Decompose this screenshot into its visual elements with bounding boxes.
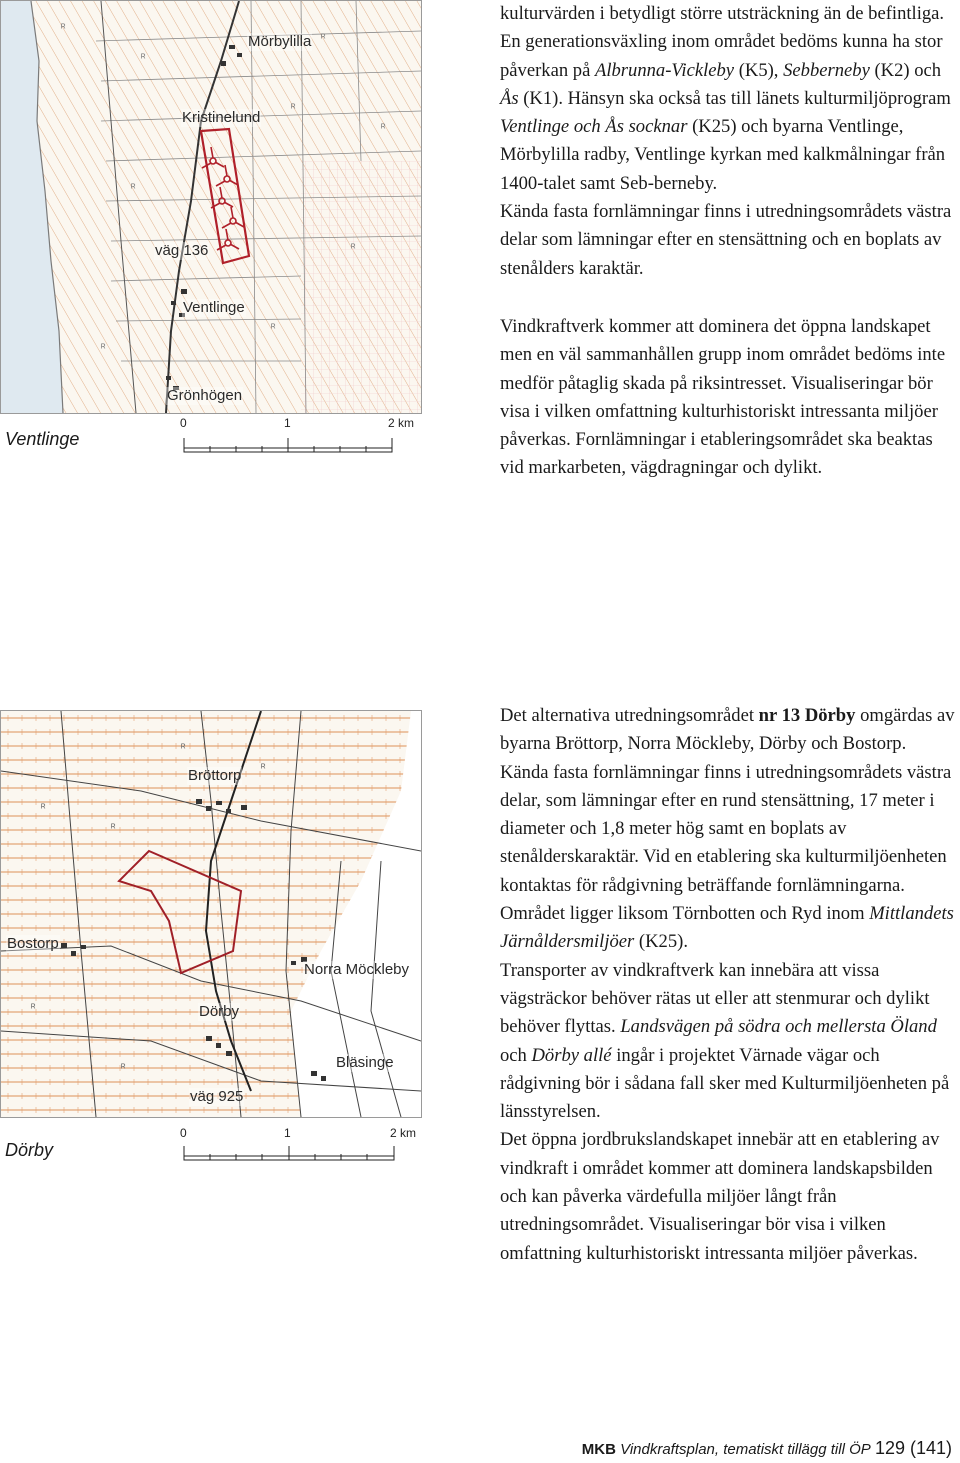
text-block-bottom — [500, 702, 960, 1268]
svg-text:ᴿ: ᴿ — [261, 763, 266, 774]
scale-tick-1: 1 — [284, 1126, 291, 1140]
paragraph: Vindkraftverk kommer att dominera det öppna landskapet men en väl sammanhållen grupp inom området bedöms inte medför påtaglig skada på riksintresset. Visualiseringar bör visa i vilken omfattning kulturhistoriskt intressanta miljöer påverkas. Fornlämningar i etableringsområdet ska beaktas vid markarbeten, vägdragningar och dylikt. — [500, 315, 946, 479]
scale-tick-2: 2 km — [388, 416, 415, 430]
svg-text:ᴿ: ᴿ — [131, 183, 136, 194]
page-footer — [582, 1438, 952, 1459]
map-label-norra-mockleby: Norra Möckleby — [304, 961, 410, 978]
svg-text:ᴿ: ᴿ — [31, 1003, 36, 1014]
map-label-blasinge: Bläsinge — [336, 1054, 394, 1071]
scale-tick-1: 1 — [284, 416, 291, 430]
svg-text:ᴿ: ᴿ — [41, 803, 46, 814]
svg-text:ᴿ: ᴿ — [141, 53, 146, 64]
map-ventlinge-graphic — [1, 1, 421, 413]
map-dorby — [0, 710, 422, 1118]
svg-text:ᴿ: ᴿ — [111, 823, 116, 834]
scale-bar-bottom-graphic — [176, 1126, 420, 1166]
scale-bar-top — [176, 416, 416, 456]
svg-text:ᴿ: ᴿ — [351, 243, 356, 254]
svg-text:ᴿ: ᴿ — [381, 123, 386, 134]
text-block-top — [500, 0, 960, 483]
paragraph: Det öppna jordbrukslandskapet innebär att en etablering av vindkraft i området kommer att dominera landskapsbilden och kan påverka värdefulla miljöer långt från utredningsområdet. Visualiseringar bör visa i vilken omfattning kulturhistoriskt intressanta miljöer påverkas. — [500, 1129, 940, 1264]
svg-text:ᴿ: ᴿ — [321, 33, 326, 44]
svg-text:ᴿ: ᴿ — [271, 323, 276, 334]
svg-text:ᴿ: ᴿ — [181, 743, 186, 754]
scale-bar-top-graphic — [176, 416, 416, 456]
caption-dorby: Dörby — [5, 1140, 54, 1160]
map-label-morbylilla: Mörbylilla — [248, 33, 312, 50]
paragraph: Det alternativa utredningsområdet nr 13 Dörby omgärdas av byarna Bröttorp, Norra Möckleby, Dörby och Bostorp. — [500, 705, 955, 755]
svg-text:ᴿ: ᴿ — [61, 23, 66, 34]
map-label-brottorp: Bröttorp — [188, 767, 242, 784]
map-label-vag136: väg 136 — [155, 242, 209, 259]
map-label-gronhogen: Grönhögen — [167, 387, 243, 404]
paragraph: En generationsväxling inom området bedöms kunna ha stor påverkan på Albrunna-Vickleby (K5), Sebberneby (K2) och Ås (K1). Hänsyn ska också tas till länets kulturmiljöprogram Ventlinge och Ås socknar (K25) och byarna Ventlinge, Mörbylilla radby, Ventlinge kyrkan med kalkmålningar från 1400-talet samt Seb-berneby. — [500, 31, 951, 194]
scale-tick-0: 0 — [180, 416, 187, 430]
caption-ventlinge: Ventlinge — [5, 429, 80, 449]
paragraph: Transporter av vindkraftverk kan innebära att vissa vägsträckor behöver rätas ut eller att stenmurar och dylikt behöver flyttas. Landsvägen på södra och mellersta Öland och Dörby allé ingår i projektet Värnade vägar och rådgivning bör i sådana fall sker med Kulturmiljöenheten på länsstyrelsen. — [500, 959, 950, 1123]
svg-text:ᴿ: ᴿ — [121, 1063, 126, 1074]
footer-mkb: MKB — [581, 1441, 616, 1458]
svg-text:ᴿ: ᴿ — [101, 343, 106, 354]
map-label-dorby: Dörby — [199, 1003, 240, 1020]
paragraph: kulturvärden i betydligt större utsträckning än de befintliga. — [500, 3, 945, 24]
map-label-ventlinge: Ventlinge — [183, 299, 245, 316]
scale-tick-2: 2 km — [390, 1126, 417, 1140]
map-label-bostorp: Bostorp — [7, 935, 59, 952]
map-label-kristinelund: Kristinelund — [182, 109, 261, 126]
svg-text:ᴿ: ᴿ — [291, 103, 296, 114]
page-number: 129 (141) — [874, 1438, 952, 1458]
footer-title: Vindkraftsplan, tematiskt tillägg till ÖP — [620, 1441, 871, 1458]
scale-tick-0: 0 — [180, 1126, 187, 1140]
paragraph: Området ligger liksom Törnbotten och Ryd inom Mittlandets Järnåldersmiljöer (K25). — [500, 903, 954, 953]
map-ventlinge — [0, 0, 422, 414]
map-label-vag925: väg 925 — [190, 1088, 244, 1105]
paragraph: Kända fasta fornlämningar finns i utredningsområdets västra delar, som lämningar efter en rund stensättning, 17 meter i diameter och 1,8 meter hög samt en boplats av stenålderskaraktär. Vid en etablering ska kulturmiljöenheten kontaktas för rådgivning beträffande fornlämningarna. — [500, 761, 952, 896]
scale-bar-bottom — [176, 1126, 420, 1166]
paragraph: Kända fasta fornlämningar finns i utredningsområdets västra delar som lämningar efter en stensättning och en boplats av stenålders karaktär. — [500, 201, 952, 279]
